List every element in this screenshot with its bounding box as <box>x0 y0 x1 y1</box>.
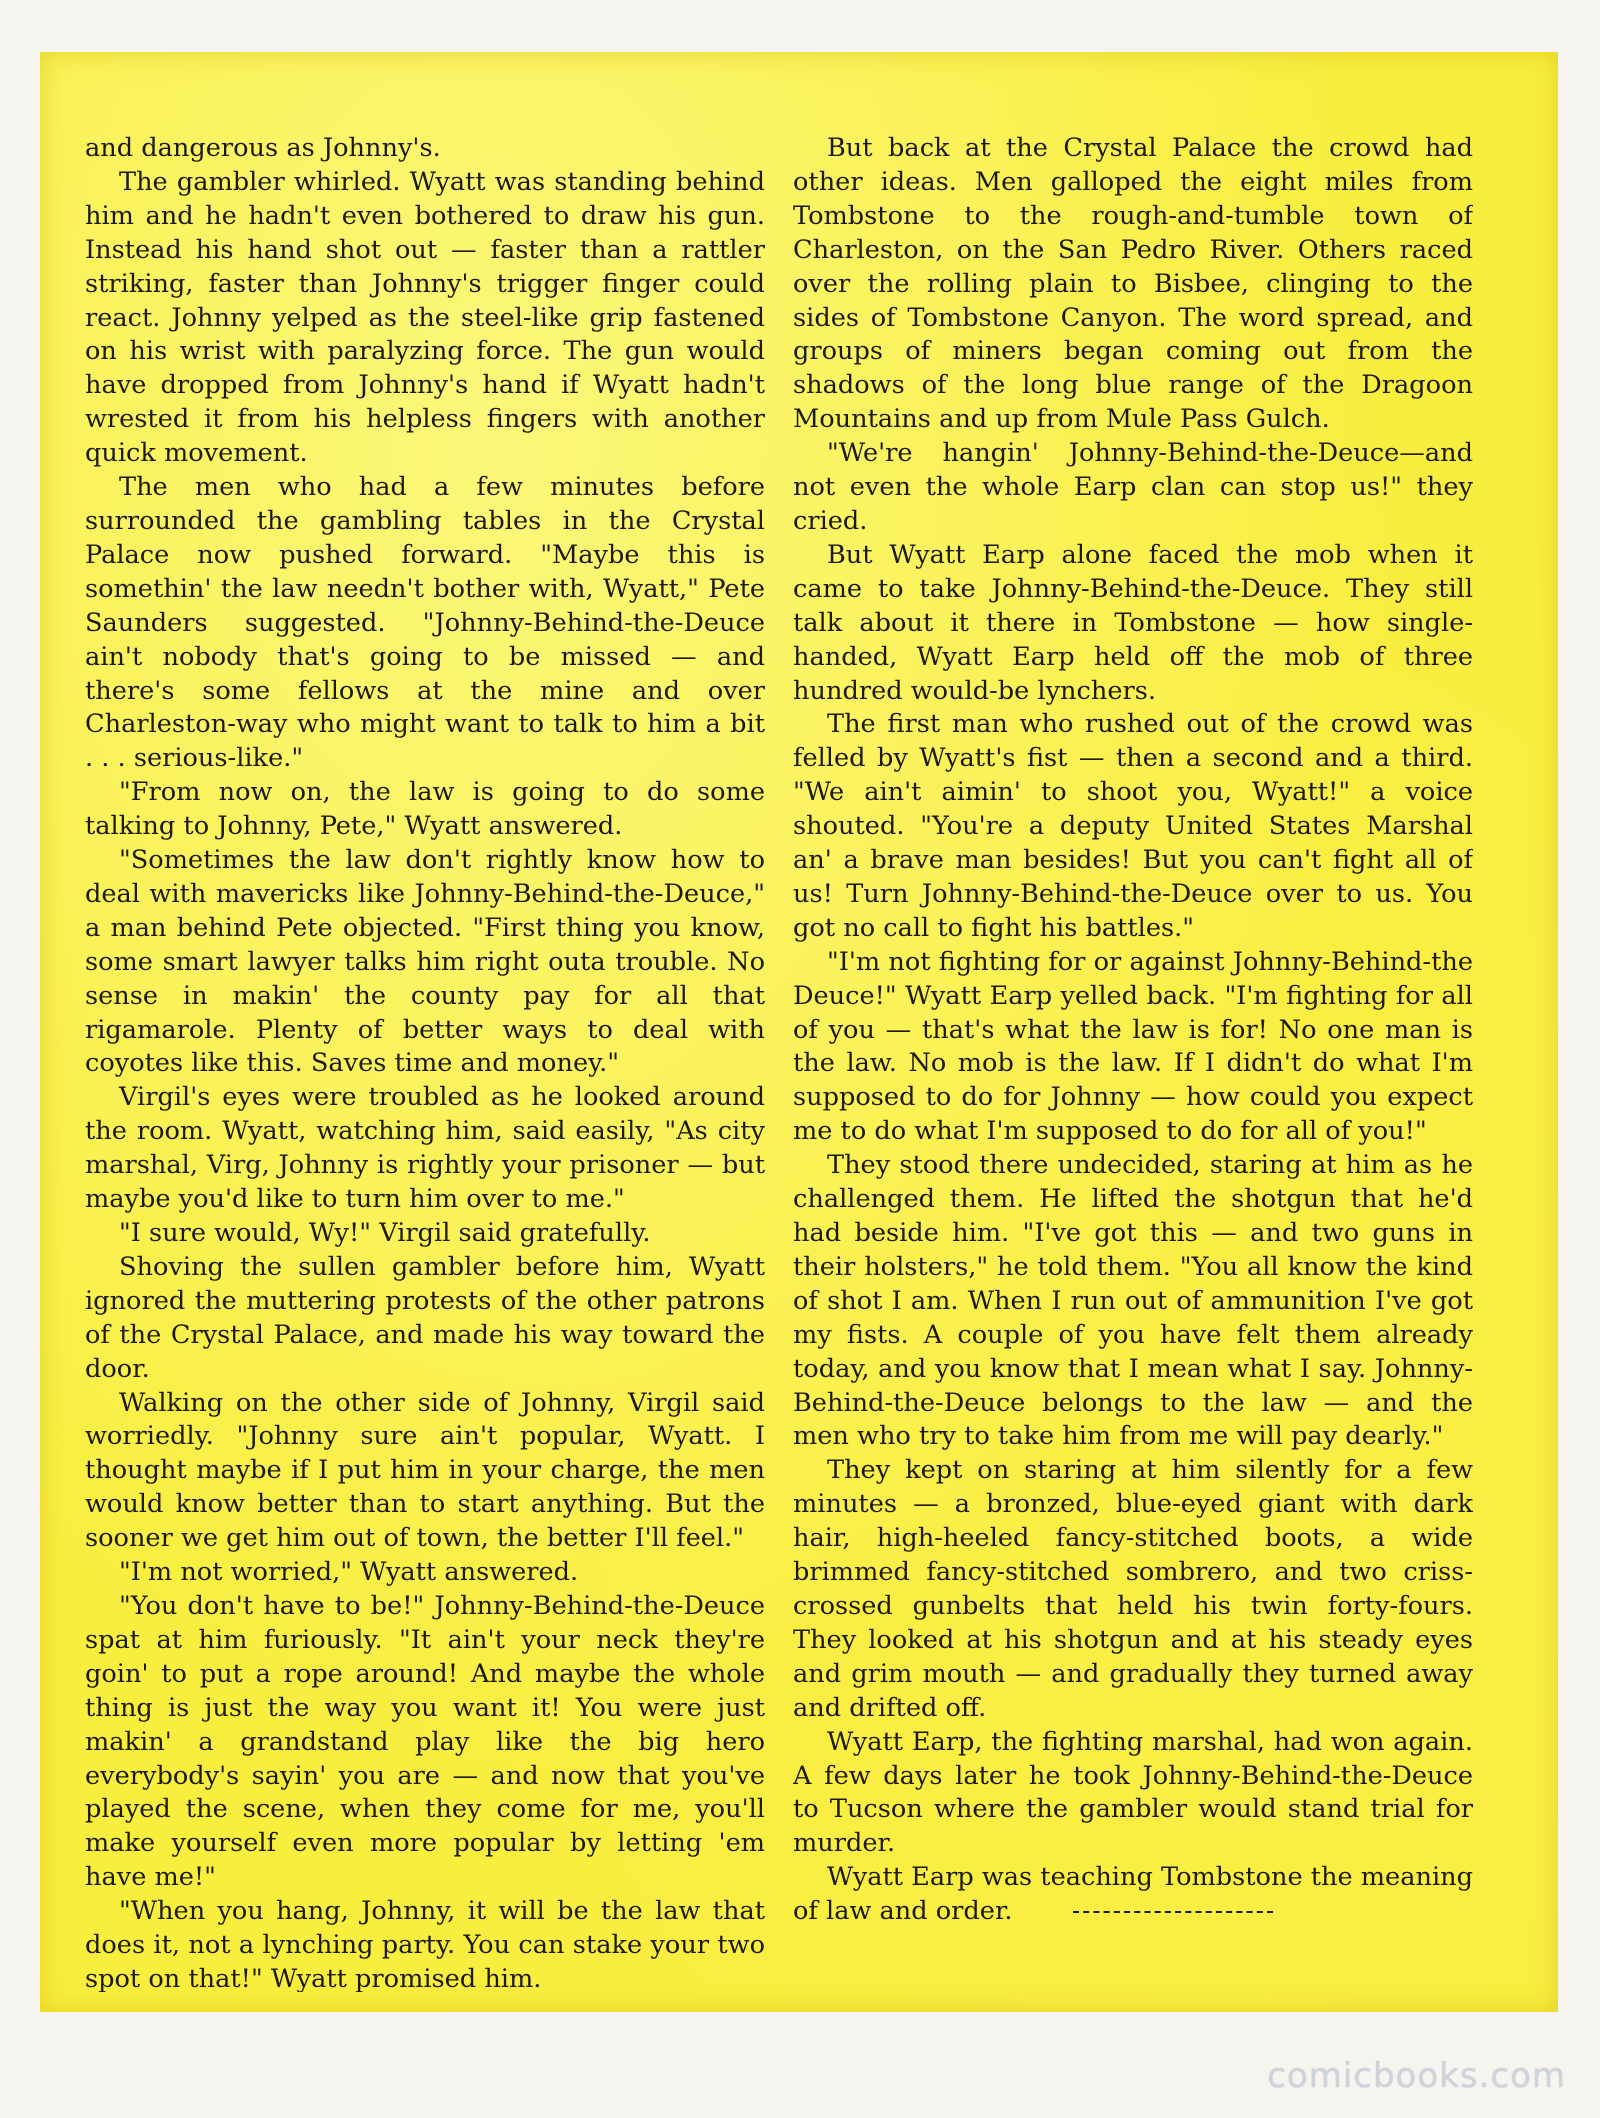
paragraph: The first man who rushed out of the crowd was felled by Wyatt's fist — then a second and a third. "We ain't aimin' to shoot you, Wyatt!" a voice shouted. "You're a deputy United States Marshal an' a brave man besides! But you can't fight all of us! Turn Johnny-Behind-the-Deuce over to us. You got no call to fight his battles." <box>793 709 1473 943</box>
paragraph: "From now on, the law is going to do some talking to Johnny, Pete," Wyatt answered. <box>85 777 765 842</box>
paragraph: "We're hangin' Johnny-Behind-the-Deuce—and not even the whole Earp clan can stop us!" they cried. <box>793 438 1473 536</box>
paragraph: "You don't have to be!" Johnny-Behind-the-Deuce spat at him furiously. "It ain't your neck they're goin' to put a rope around! And maybe the whole thing is just the way you want it! You were just makin' a grandstand play like the big hero everybody's sayin' you are — and now that you've played the scene, when they come for me, you'll make yourself even more popular by letting 'em have me!" <box>85 1590 765 1893</box>
paragraph: But Wyatt Earp alone faced the mob when it came to take Johnny-Behind-the-Deuce. They still talk about it there in Tombstone — how single-handed, Wyatt Earp held off the mob of three hundred would-be lynchers. <box>793 539 1473 706</box>
paragraph: But back at the Crystal Palace the crowd had other ideas. Men galloped the eight miles from Tombstone to the rough-and-tumble town of Charleston, on the San Pedro River. Others raced over the rolling plain to Bisbee, clinging to the sides of Tombstone Canyon. The word spread, and groups of miners began coming out from the shadows of the long blue range of the Dragoon Mountains and up from Mule Pass Gulch. <box>793 133 1473 435</box>
paragraph: and dangerous as Johnny's. <box>85 133 441 163</box>
paragraph: "Sometimes the law don't rightly know how to deal with mavericks like Johnny-Behind-the-Deuce," a man behind Pete objected. "First thing you know, some smart lawyer talks him right outa trouble. No sense in makin' the county pay for all that rigamarole. Plenty of better ways to deal with coyotes like this. Saves time and money." <box>85 845 765 1079</box>
paragraph: "I sure would, Wy!" Virgil said gratefully. <box>119 1218 651 1248</box>
right-text-column <box>793 132 1473 1992</box>
paragraph: Virgil's eyes were troubled as he looked around the room. Wyatt, watching him, said easily, "As city marshal, Virg, Johnny is rightly your prisoner — but maybe you'd like to turn him over to me." <box>85 1082 765 1215</box>
closing-paragraph <box>793 1861 1473 1929</box>
paragraph: Wyatt Earp, the fighting marshal, had won again. A few days later he took Johnny-Behind-the-Deuce to Tucson where the gambler would stand trial for murder. <box>793 1726 1473 1859</box>
watermark: comicbooks.com <box>1267 2056 1566 2096</box>
paragraph: "I'm not fighting for or against Johnny-Behind-the Deuce!" Wyatt Earp yelled back. "I'm fighting for all of you — that's what the law is for! No one man is the law. No mob is the law. If I didn't do what I'm supposed to do for Johnny — how could you expect me to do what I'm supposed to do for all of you!" <box>793 946 1473 1147</box>
paragraph: The men who had a few minutes before surrounded the gambling tables in the Crystal Palace now pushed forward. "Maybe this is somethin' the law needn't bother with, Wyatt," Pete Saunders suggested. "Johnny-Behind-the-Deuce ain't nobody that's going to be missed — and there's some fellows at the mine and over Charleston-way who might want to talk to him a bit . . . serious-like." <box>85 472 765 774</box>
paragraph: The gambler whirled. Wyatt was standing behind him and he hadn't even bothered to draw his gun. Instead his hand shot out — faster than a rattler striking, faster than Johnny's trigger finger could react. Johnny yelped as the steel-like grip fastened on his wrist with paralyzing force. The gun would have dropped from Johnny's hand if Wyatt hadn't wrested it from his helpless fingers with another quick movement. <box>85 166 765 469</box>
paragraph: Walking on the other side of Johnny, Virgil said worriedly. "Johnny sure ain't popular, Wyatt. I thought maybe if I put him in your charge, the men would know better than to start anything. But the sooner we get him out of town, the better I'll feel." <box>85 1387 765 1554</box>
paragraph: "I'm not worried," Wyatt answered. <box>119 1557 579 1588</box>
closing-text: Wyatt Earp was teaching Tombstone the meaning of law and order. <box>793 1862 1473 1927</box>
end-rule-divider <box>1073 1911 1273 1913</box>
left-text-column <box>85 132 765 1992</box>
paragraph: "When you hang, Johnny, it will be the law that does it, not a lynching party. You can stake your two spot on that!" Wyatt promised him. <box>85 1896 765 1992</box>
paragraph: They stood there undecided, staring at him as he challenged them. He lifted the shotgun that he'd had beside him. "I've got this — and two guns in their holsters," he told them. "You all know the kind of shot I am. When I run out of ammunition I've got my fists. A couple of you have felt them already today, and you know that I mean what I say. Johnny-Behind-the-Deuce belongs to the law — and the men who try to take him from me will pay dearly." <box>793 1150 1473 1452</box>
paragraph: They kept on staring at him silently for a few minutes — a bronzed, blue-eyed giant with dark hair, high-heeled fancy-stitched boots, a wide brimmed fancy-stitched sombrero, and two criss-crossed gunbelts that held his twin forty-fours. They looked at his shotgun and at his steady eyes and grim mouth — and gradually they turned away and drifted off. <box>793 1455 1473 1723</box>
paragraph: Shoving the sullen gambler before him, Wyatt ignored the muttering protests of the other patrons of the Crystal Palace, and made his way toward the door. <box>85 1251 765 1384</box>
